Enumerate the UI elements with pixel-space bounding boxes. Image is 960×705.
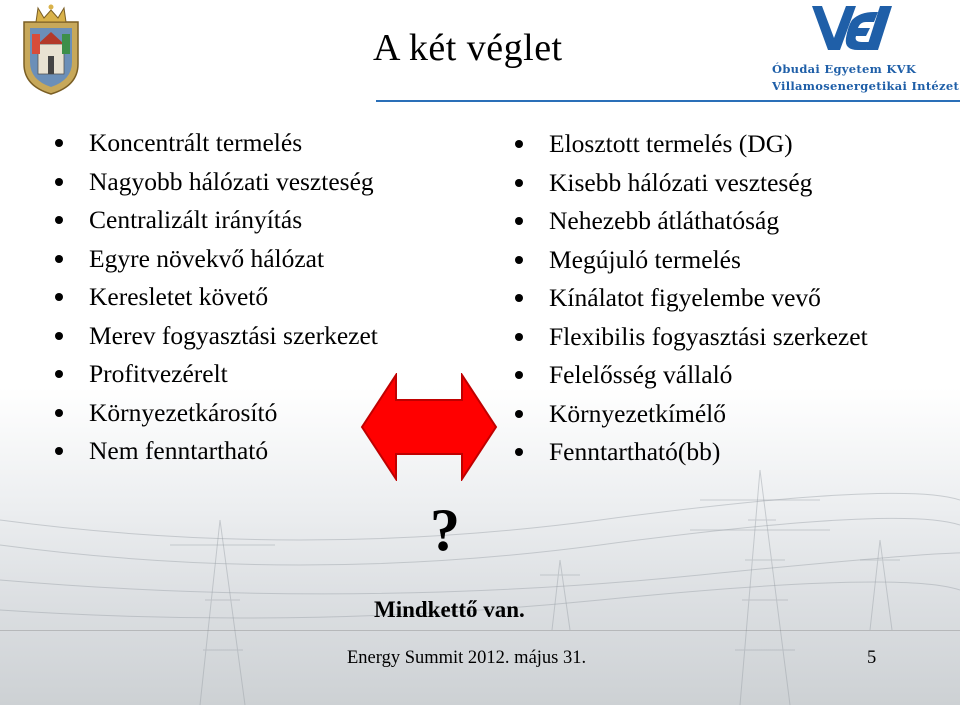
bullet-icon xyxy=(515,448,523,456)
list-item xyxy=(549,433,868,472)
bullet-icon xyxy=(515,140,523,148)
bullet-icon xyxy=(55,139,63,147)
bullet-icon xyxy=(515,371,523,379)
right-bullet-list xyxy=(549,125,868,472)
footer-event: Energy Summit 2012. május 31. xyxy=(347,648,587,668)
list-item-text: Nagyobb hálózati veszteség xyxy=(89,166,374,196)
left-bullet-list xyxy=(89,124,378,471)
list-item-text: Megújuló termelés xyxy=(549,244,741,274)
double-headed-arrow-icon xyxy=(360,373,498,481)
list-item xyxy=(549,202,868,241)
list-item xyxy=(549,241,868,280)
list-item xyxy=(89,124,378,163)
bullet-icon xyxy=(515,256,523,264)
bullet-icon xyxy=(55,370,63,378)
list-item-text: Centralizált irányítás xyxy=(89,205,303,234)
list-item-text: Kisebb hálózati veszteség xyxy=(549,167,813,197)
list-item-text: Nehezebb átláthatóság xyxy=(549,206,780,235)
list-item xyxy=(549,395,868,434)
list-item xyxy=(549,164,868,203)
institute-line-2: Villamosenergetikai Intézet xyxy=(772,79,960,93)
list-item xyxy=(549,318,868,357)
list-item xyxy=(89,240,378,279)
list-item xyxy=(89,317,378,356)
city-coat-of-arms-icon xyxy=(18,4,84,96)
list-item xyxy=(549,279,868,318)
list-item-text: Környezetkímélő xyxy=(549,398,727,428)
institute-name xyxy=(772,61,959,95)
list-item-text: Felelősség vállaló xyxy=(549,360,733,389)
list-item xyxy=(89,432,378,471)
footer-divider xyxy=(0,630,960,631)
bullet-icon xyxy=(55,178,63,186)
arrow-shape xyxy=(362,375,496,479)
list-item-text: Környezetkárosító xyxy=(89,397,278,427)
vei-logo-icon xyxy=(808,2,896,58)
list-item-text: Profitvezérelt xyxy=(89,359,228,388)
list-item-text: Flexibilis fogyasztási szerkezet xyxy=(549,321,868,351)
page-number: 5 xyxy=(867,648,877,668)
bullet-icon xyxy=(55,293,63,301)
list-item-text: Keresletet követő xyxy=(89,282,269,311)
institute-line-1: Óbudai Egyetem KVK xyxy=(772,62,917,76)
header-rule xyxy=(376,100,960,102)
list-item-text: Merev fogyasztási szerkezet xyxy=(89,320,378,350)
question-mark: ? xyxy=(430,497,460,563)
list-item-text: Nem fenntartható xyxy=(89,436,269,465)
bullet-icon xyxy=(515,410,523,418)
list-item-text: Koncentrált termelés xyxy=(89,128,303,157)
list-item-text: Elosztott termelés (DG) xyxy=(549,129,793,158)
list-item-text: Kínálatot figyelembe vevő xyxy=(549,283,821,312)
bullet-icon xyxy=(515,294,523,302)
bullet-icon xyxy=(515,333,523,341)
list-item xyxy=(89,394,378,433)
list-item xyxy=(89,201,378,240)
bullet-icon xyxy=(55,409,63,417)
list-item xyxy=(89,163,378,202)
bullet-icon xyxy=(55,447,63,455)
bullet-icon xyxy=(55,332,63,340)
list-item xyxy=(549,356,868,395)
bullet-icon xyxy=(515,179,523,187)
list-item-text: Egyre növekvő hálózat xyxy=(89,243,325,273)
bullet-icon xyxy=(515,217,523,225)
list-item xyxy=(549,125,868,164)
slide-title: A két véglet xyxy=(373,27,563,69)
bullet-icon xyxy=(55,216,63,224)
answer-text: Mindkettő van. xyxy=(374,597,525,622)
bullet-icon xyxy=(55,255,63,263)
list-item xyxy=(89,278,378,317)
list-item xyxy=(89,355,378,394)
list-item-text: Fenntartható(bb) xyxy=(549,437,721,466)
